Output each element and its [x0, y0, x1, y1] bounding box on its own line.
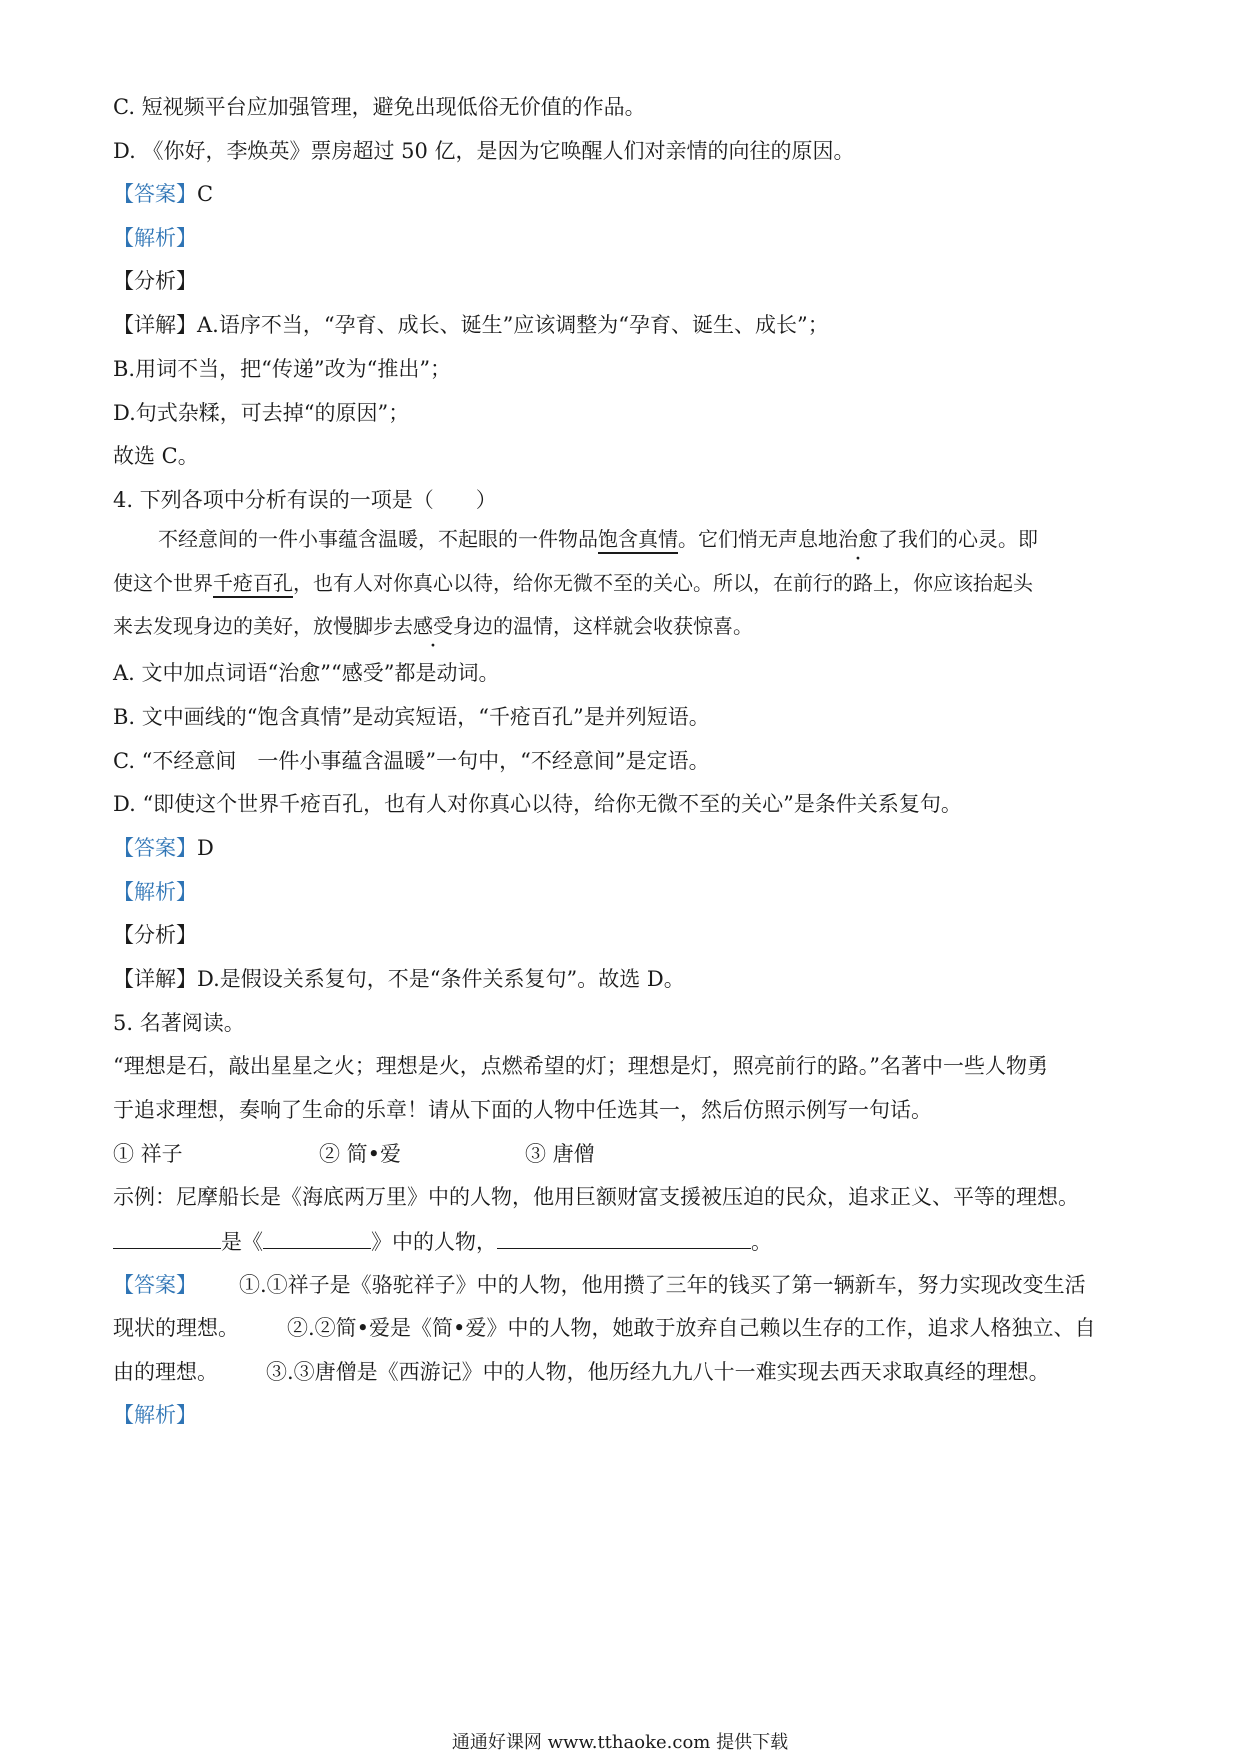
q5-answer-line-2	[113, 1313, 1095, 1343]
underlined-phrase: 饱含真情	[598, 527, 678, 551]
q3-jiexi-tag: 【解析】	[113, 226, 197, 250]
blank-character[interactable]	[113, 1226, 221, 1249]
q4-fenxi-tag: 【分析】	[113, 923, 197, 947]
passage-text: 了我们的心灵。即	[878, 527, 1038, 551]
fill-text: 。	[751, 1230, 772, 1254]
q4-jiexi-tag: 【解析】	[113, 880, 197, 904]
q3-option-d: D. 《你好，李焕英》票房超过 50 亿，是因为它唤醒人们对亲情的向往的原因。	[113, 139, 855, 163]
dotted-word: 治愈	[838, 527, 878, 551]
answer-text: ①.①祥子是《骆驼祥子》中的人物，他用攒了三年的钱买了第一辆新车，努力实现改变生活	[239, 1273, 1086, 1297]
q3-conclusion: 故选 C。	[113, 444, 199, 468]
q3-option-c: C. 短视频平台应加强管理，避免出现低俗无价值的作品。	[113, 95, 646, 119]
q5-fill-line	[113, 1226, 772, 1257]
dotted-word: 感受	[413, 614, 453, 638]
passage-text: 来去发现身边的美好，放慢脚步去	[113, 614, 413, 638]
answer-text: 由的理想。	[113, 1360, 218, 1384]
passage-text: ，也有人对你真心以待，给你无微不至的关心。所以，在前行的路上，你应该抬起头	[293, 571, 1033, 595]
q5-choices	[113, 1139, 595, 1169]
answer-value: D	[197, 836, 214, 860]
q3-fenxi-tag: 【分析】	[113, 269, 197, 293]
answer-tag: 【答案】	[113, 1273, 197, 1297]
q5-answer-line-1	[113, 1270, 1086, 1300]
passage-text: 使这个世界	[113, 571, 213, 595]
q3-detail-line-2: B.用词不当，把“传递”改为“推出”；	[113, 357, 452, 381]
blank-sentence[interactable]	[497, 1226, 751, 1249]
choice-2: ② 简•爱	[319, 1142, 402, 1166]
q3-detail-line-1	[113, 310, 829, 340]
answer-value: C	[197, 182, 214, 206]
detail-text: D.是假设关系复句，不是“条件关系复句”。故选 D。	[197, 967, 685, 991]
fill-text: 》中的人物，	[371, 1230, 497, 1254]
blank-book[interactable]	[263, 1226, 371, 1249]
passage-text: 身边的温情，这样就会收获惊喜。	[453, 614, 753, 638]
answer-text: ③.③唐僧是《西游记》中的人物，他历经九九八十一难实现去西天求取真经的理想。	[266, 1360, 1050, 1384]
answer-text: 现状的理想。	[113, 1316, 239, 1340]
q4-option-c: C. “不经意间 一件小事蕴含温暖”一句中，“不经意间”是定语。	[113, 749, 710, 773]
q5-jiexi-tag: 【解析】	[113, 1403, 197, 1427]
q5-para-line-1: “理想是石，敲出星星之火；理想是火，点燃希望的灯；理想是灯，照亮前行的路。”名著中一些人物勇	[113, 1054, 1048, 1078]
q4-answer-line	[113, 833, 214, 863]
q4-option-a: A. 文中加点词语“治愈”“感受”都是动词。	[113, 661, 500, 685]
passage-text: 。它们悄无声息地	[678, 527, 838, 551]
answer-text: ②.②简•爱是《简•爱》中的人物，她敢于放弃自己赖以生存的工作，追求人格独立、自	[287, 1316, 1096, 1340]
q4-passage-line-2	[113, 568, 1033, 598]
answer-tag: 【答案】	[113, 182, 197, 206]
q5-answer-line-3	[113, 1357, 1050, 1387]
detail-tag: 【详解】	[113, 967, 197, 991]
q4-option-d: D. “即使这个世界千疮百孔，也有人对你真心以待，给你无微不至的关心”是条件关系复句。	[113, 792, 962, 816]
q5-example: 示例：尼摩船长是《海底两万里》中的人物，他用巨额财富支援被压迫的民众，追求正义、平等的理想。	[113, 1185, 1079, 1209]
q4-passage-line-1	[158, 524, 1038, 554]
answer-tag: 【答案】	[113, 836, 197, 860]
choice-3: ③ 唐僧	[525, 1142, 595, 1166]
q4-option-b: B. 文中画线的“饱含真情”是动宾短语，“千疮百孔”是并列短语。	[113, 705, 710, 729]
fill-text: 是《	[221, 1230, 263, 1254]
q4-detail-line	[113, 964, 685, 994]
q5-stem: 5. 名著阅读。	[113, 1011, 245, 1035]
passage-text: 不经意间的一件小事蕴含温暖，不起眼的一件物品	[158, 527, 598, 551]
detail-tag: 【详解】	[113, 313, 197, 337]
q3-detail-line-3: D.句式杂糅，可去掉“的原因”；	[113, 401, 410, 425]
q5-para-line-2: 于追求理想，奏响了生命的乐章！请从下面的人物中任选其一，然后仿照示例写一句话。	[113, 1098, 932, 1122]
page-footer: 通通好课网 www.tthaoke.com 提供下载	[451, 1732, 789, 1753]
underlined-phrase: 千疮百孔	[213, 571, 293, 595]
detail-text: A.语序不当，“孕育、成长、诞生”应该调整为“孕育、诞生、成长”；	[197, 313, 829, 337]
q4-passage-line-3	[113, 611, 753, 641]
choice-1: ① 祥子	[113, 1142, 183, 1166]
q4-stem: 4. 下列各项中分析有误的一项是（ ）	[113, 488, 497, 512]
q3-answer-line	[113, 179, 213, 209]
